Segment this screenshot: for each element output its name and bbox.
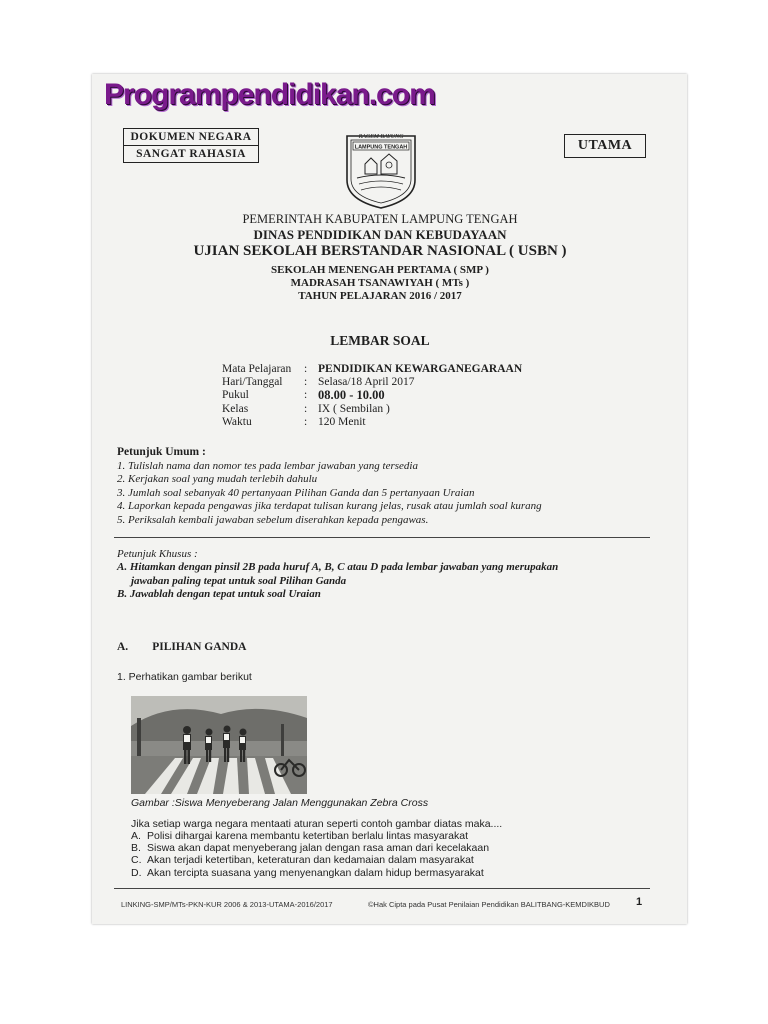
- info-row-subject: [222, 363, 522, 376]
- crest-band-text: LAMPUNG TENGAH: [354, 144, 408, 151]
- list-item: 4. Laporkan kepada pengawas jika terdapat tulisan kurang jelas, rusak atau jumlah soal kurang: [117, 500, 542, 513]
- general-instructions-list: [117, 460, 542, 527]
- crest-top-text: RAGEM BAYUNG: [358, 134, 404, 140]
- special-instruction-b: B. Jawablah dengan tepat untuk soal Uraian: [117, 588, 321, 601]
- header-school-mts: MADRASAH TSANAWIYAH ( MTs ): [290, 277, 470, 289]
- info-colon: :: [304, 363, 308, 375]
- page-number: 1: [636, 896, 643, 908]
- option-text: Akan terjadi ketertiban, keteraturan dan kedamaian dalam masyarakat: [147, 854, 474, 867]
- exam-version-badge: UTAMA: [564, 134, 646, 158]
- header-academic-year: TAHUN PELAJARAN 2016 / 2017: [298, 290, 462, 302]
- info-label: Hari/Tanggal: [222, 376, 283, 389]
- sheet-title: LEMBAR SOAL: [330, 333, 430, 348]
- special-instruction-a-cont: jawaban paling tepat untuk soal Pilihan Ganda: [131, 574, 347, 587]
- option-key: A.: [131, 830, 141, 842]
- doc-status-line-2: SANGAT RAHASIA: [124, 145, 258, 162]
- info-label: Mata Pelajaran: [222, 363, 292, 375]
- exam-info-table: [222, 363, 522, 429]
- question-1-options: [131, 830, 489, 879]
- footer-divider: [114, 888, 650, 889]
- info-colon: :: [304, 415, 308, 428]
- document-classification-box: [123, 128, 259, 163]
- info-value: 120 Menit: [318, 415, 366, 428]
- special-instructions-title: Petunjuk Khusus :: [117, 548, 198, 560]
- section-heading: [117, 641, 246, 653]
- special-instructions: [117, 548, 558, 602]
- list-item: 1. Tulislah nama dan nomor tes pada lembar jawaban yang tersedia: [117, 460, 418, 472]
- info-value: Selasa/18 April 2017: [318, 376, 415, 389]
- section-letter: A.: [117, 641, 129, 653]
- header-government: PEMERINTAH KABUPATEN LAMPUNG TENGAH: [242, 212, 518, 226]
- info-label: Waktu: [222, 415, 252, 428]
- doc-status-line-1: DOKUMEN NEGARA: [130, 131, 252, 143]
- info-label: Kelas: [222, 402, 249, 415]
- info-label: Pukul: [222, 389, 249, 402]
- general-instructions-title: Petunjuk Umum :: [117, 446, 206, 458]
- info-row-time: [222, 389, 522, 402]
- option-key: C.: [131, 854, 142, 867]
- divider: [114, 537, 650, 538]
- section-title: PILIHAN GANDA: [152, 641, 247, 653]
- photo-caption: Gambar :Siswa Menyeberang Jalan Menggunakan Zebra Cross: [131, 797, 429, 809]
- option-key: D.: [131, 866, 142, 879]
- info-row-class: [222, 403, 522, 416]
- info-colon: :: [304, 389, 308, 402]
- header-school-smp: SEKOLAH MENENGAH PERTAMA ( SMP ): [271, 264, 489, 276]
- header-exam-name: UJIAN SEKOLAH BERSTANDAR NASIONAL ( USBN ): [193, 243, 567, 259]
- special-instruction-a: A. Hitamkan dengan pinsil 2B pada huruf A, B, C atau D pada lembar jawaban yang merupakan: [117, 561, 559, 574]
- info-value: 08.00 - 10.00: [318, 388, 385, 403]
- watermark-logo: Programpendidikan.com: [104, 78, 435, 111]
- info-row-duration: [222, 416, 522, 429]
- footer-copyright: ©Hak Cipta pada Pusat Penilaian Pendidikan BALITBANG-KEMDIKBUD: [368, 900, 610, 909]
- option-text: Polisi dihargai karena membantu ketertiban berlalu lintas masyarakat: [147, 830, 468, 842]
- option-key: B.: [131, 842, 141, 855]
- option-d: [131, 867, 489, 879]
- question-1-prompt: 1. Perhatikan gambar berikut: [117, 671, 252, 683]
- zebra-cross-photo: [131, 696, 307, 794]
- list-item: 3. Jumlah soal sebanyak 40 pertanyaan Pilihan Ganda dan 5 pertanyaan Uraian: [117, 486, 475, 499]
- header-department: DINAS PENDIDIKAN DAN KEBUDAYAAN: [253, 227, 507, 242]
- info-value: PENDIDIKAN KEWARGANEGARAAN: [318, 363, 523, 375]
- option-c: [131, 854, 489, 866]
- option-text: Akan tercipta suasana yang menyenangkan dalam hidup bermasyarakat: [147, 866, 484, 879]
- info-colon: :: [304, 402, 308, 415]
- list-item: 2. Kerjakan soal yang mudah terlebih dahulu: [117, 473, 318, 486]
- question-1-stem: Jika setiap warga negara mentaati aturan seperti contoh gambar diatas maka....: [131, 818, 503, 830]
- regency-crest-icon: [341, 128, 421, 210]
- option-text: Siswa akan dapat menyeberang jalan dengan rasa aman dari kecelakaan: [147, 842, 490, 855]
- list-item: 5. Periksalah kembali jawaban sebelum diserahkan kepada pengawas.: [117, 513, 429, 526]
- info-colon: :: [304, 376, 308, 389]
- option-b: [131, 842, 489, 854]
- footer-code: LINKING-SMP/MTs-PKN-KUR 2006 & 2013-UTAMA-2016/2017: [121, 900, 333, 909]
- option-a: [131, 830, 489, 842]
- info-value: IX ( Sembilan ): [318, 402, 390, 415]
